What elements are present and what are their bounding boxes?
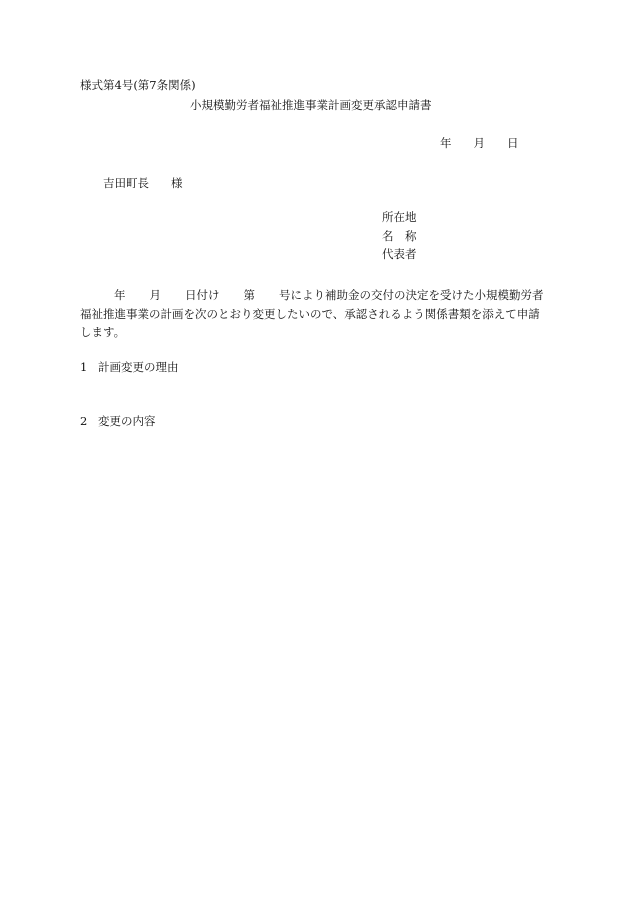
section-number: 1	[80, 360, 88, 374]
document-title: 小規模勤労者福祉推進事業計画変更承認申請書	[190, 98, 432, 112]
section-label: 計画変更の理由	[98, 360, 179, 374]
body-date-suffix: 日付け	[185, 288, 220, 302]
application-body	[80, 286, 550, 342]
section-contents	[80, 416, 156, 428]
addressee-honorific: 様	[171, 176, 183, 190]
section-reason	[80, 362, 179, 374]
date-line	[440, 138, 519, 150]
body-line-1	[80, 286, 550, 305]
date-month-label: 月	[473, 136, 485, 150]
body-line-3: します。	[80, 325, 126, 339]
date-day-label: 日	[507, 136, 519, 150]
applicant-name-label: 名 称	[382, 228, 417, 243]
addressee	[103, 178, 183, 190]
applicant-block	[382, 212, 417, 268]
section-number: 2	[80, 414, 88, 428]
applicant-representative-label: 代表者	[382, 247, 417, 261]
addressee-name: 吉田町長	[103, 176, 149, 190]
applicant-address-label: 所在地	[382, 210, 417, 224]
date-year-label: 年	[440, 136, 452, 150]
body-line1-rest: 号により補助金の交付の決定を受けた小規模勤労者	[279, 288, 544, 302]
body-number-prefix: 第	[243, 288, 255, 302]
section-label: 変更の内容	[98, 414, 156, 428]
body-line-2: 福祉推進事業の計画を次のとおり変更したいので、承認されるよう関係書類を添えて申請	[80, 306, 540, 321]
form-number: 様式第4号(第7条関係)	[80, 78, 196, 92]
body-month: 月	[149, 288, 161, 302]
body-year: 年	[114, 288, 126, 302]
